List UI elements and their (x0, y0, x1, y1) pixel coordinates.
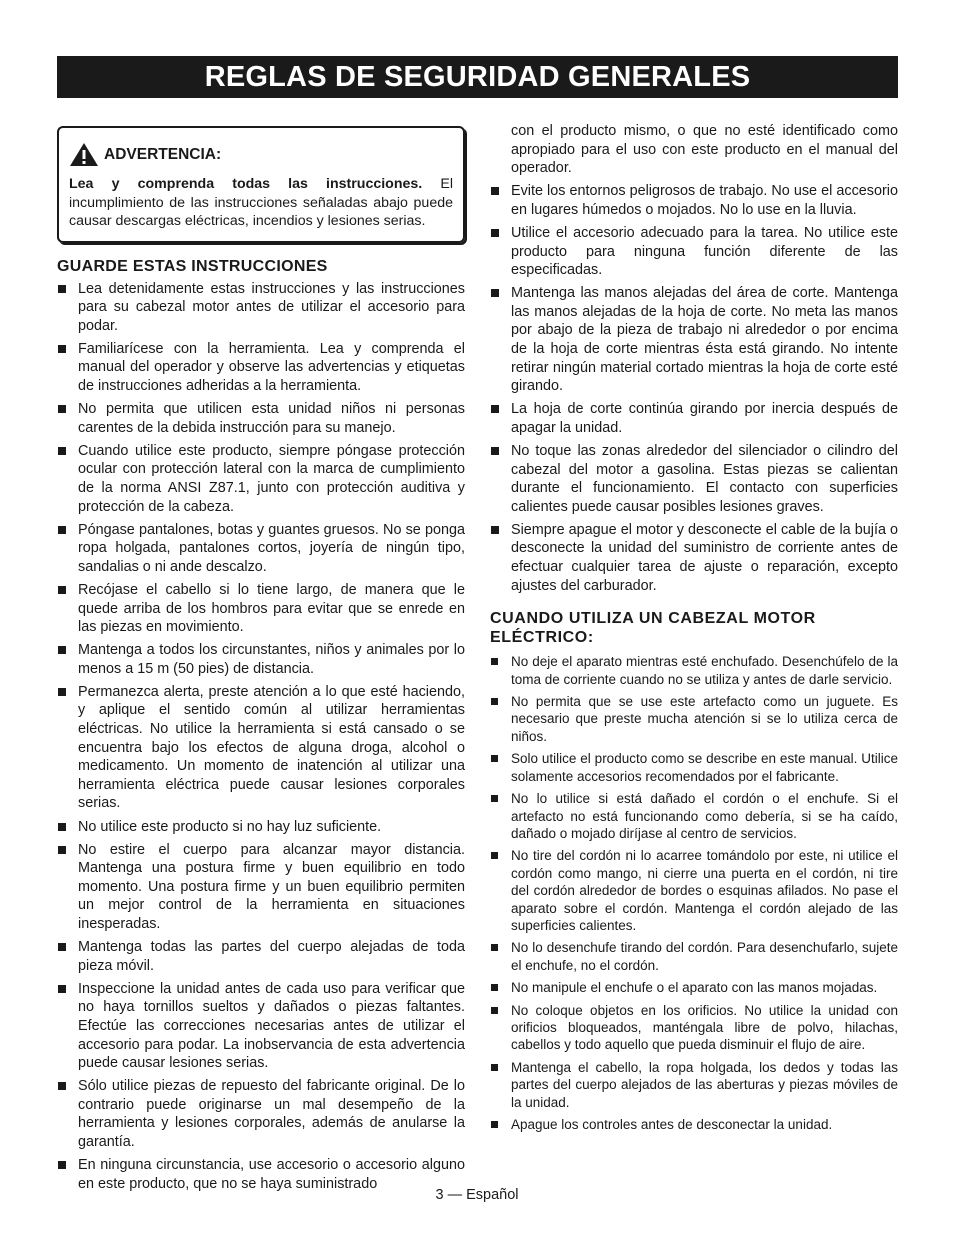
warning-triangle-icon (69, 142, 99, 167)
right-column (490, 122, 898, 1138)
list-item: No permita que utilicen esta unidad niños ni personas carentes de la debida instrucción para su manejo. (57, 400, 465, 437)
list-item: No permita que se use este artefacto como un juguete. Es necesario que preste mucha atención si se lo utiliza cerca de niños. (490, 693, 898, 745)
list-item: Solo utilice el producto como se describe en este manual. Utilice solamente accesorios recomendados por el fabricante. (490, 750, 898, 785)
list-item: Mantenga todas las partes del cuerpo alejadas de toda pieza móvil. (57, 938, 465, 975)
section1-list-continued (490, 182, 898, 595)
list-item: No tire del cordón ni lo acarree tomándolo por este, ni utilice el cordón como mango, ni cierre una puerta en el cordón, ni tire del cordón alrededor de bordes o esquinas afilados. No pase el aparato sobre el cordón. Mantenga el cordón alejado de las superficies calientes. (490, 847, 898, 934)
warning-box (57, 126, 465, 243)
list-item: No estire el cuerpo para alcanzar mayor distancia. Mantenga una postura firme y buen equilibrio en todo momento. Una postura firme y un buen equilibrio permiten un mejor control de la herramienta en situaciones inesperadas. (57, 841, 465, 934)
list-item: No coloque objetos en los orificios. No utilice la unidad con orificios bloqueados, manténgala libre de polvo, hilachas, cabellos y todo aquello que pueda disminuir el flujo de aire. (490, 1002, 898, 1054)
list-item: Inspeccione la unidad antes de cada uso para verificar que no haya tornillos sueltos y dañados o piezas faltantes. Efectúe las correcciones necesarias antes de utilizar el accesorio para podar. La inobservancia de esta advertencia puede causar lesiones serias. (57, 980, 465, 1073)
list-item: Mantenga a todos los circunstantes, niños y animales por lo menos a 15 m (50 pies) de distancia. (57, 641, 465, 678)
list-item: Lea detenidamente estas instrucciones y las instrucciones para su cabezal motor antes de utilizar el accesorio para podar. (57, 280, 465, 336)
list-item: Evite los entornos peligrosos de trabajo. No use el accesorio en lugares húmedos o mojados. No lo use en la lluvia. (490, 182, 898, 219)
section2-heading: CUANDO UTILIZA UN CABEZAL MOTOR ELÉCTRICO: (490, 610, 816, 647)
list-item: No deje el aparato mientras esté enchufado. Desenchúfelo de la toma de corriente cuando no se utiliza y antes de darle servicio. (490, 653, 898, 688)
warning-header (69, 142, 453, 167)
list-item: Familiarícese con la herramienta. Lea y comprenda el manual del operador y observe las advertencias y etiquetas de instrucciones adheridas a la herramienta. (57, 340, 465, 396)
list-item: Mantenga las manos alejadas del área de corte. Mantenga las manos alejadas de la hoja de corte. No meta las manos por abajo de la pieza de trabajo ni alrededor o por encima de la hoja de corte mientras ésta está girando. No intente retirar ningún material cortado mientras la hoja de corte esté girando. (490, 284, 898, 396)
title-bar (57, 56, 898, 98)
list-item: No utilice este producto si no hay luz suficiente. (57, 818, 465, 837)
section1-heading: GUARDE ESTAS INSTRUCCIONES (57, 257, 328, 275)
page-footer: 3 — Español (435, 1187, 519, 1203)
warning-bold-text: Lea y comprenda todas las instrucciones. (69, 176, 423, 192)
list-item: Permanezca alerta, preste atención a lo que esté haciendo, y aplique el sentido común al utilizar herramientas eléctricas. No utilice la herramienta si está cansado o se encuentra bajo los efectos de alguna droga, alcohol o medicamento. Un momento de inatención al utilizar una herramienta eléctrica puede causar lesiones corporales serias. (57, 683, 465, 813)
section2-list (490, 653, 898, 1133)
warning-heading: ADVERTENCIA: (104, 145, 222, 163)
list-item: No lo utilice si está dañado el cordón o el enchufe. Si el artefacto no está funcionando como debería, si se ha caído, dañado o mojado diríjase al centro de servicios. (490, 790, 898, 842)
list-item: La hoja de corte continúa girando por inercia después de apagar la unidad. (490, 400, 898, 437)
list-item: Recójase el cabello si lo tiene largo, de manera que le quede arriba de los hombros para evitar que se enrede en las piezas en movimiento. (57, 581, 465, 637)
left-column (57, 122, 465, 1198)
list-item: No lo desenchufe tirando del cordón. Para desenchufarlo, sujete el enchufe, no el cordón. (490, 939, 898, 974)
section1-list (57, 280, 465, 1194)
list-item: Cuando utilice este producto, siempre póngase protección ocular con protección lateral con la marca de cumplimiento de la norma ANSI Z87.1, junto con protección auditiva y protección de la cabeza. (57, 442, 465, 516)
list-item: No manipule el enchufe o el aparato con las manos mojadas. (490, 979, 898, 996)
list-item: Póngase pantalones, botas y guantes gruesos. No se ponga ropa holgada, pantalones cortos, joyería de ningún tipo, sandalias o ni ande descalzo. (57, 521, 465, 577)
list-item: Utilice el accesorio adecuado para la tarea. No utilice este producto para ninguna función diferente de las especificadas. (490, 224, 898, 280)
list-item: Sólo utilice piezas de repuesto del fabricante original. De lo contrario puede originarse un mal desempeño de la herramienta y lesiones corporales, además de anularse la garantía. (57, 1077, 465, 1151)
list-item: Siempre apague el motor y desconecte el cable de la bujía o desconecte la unidad del suministro de corriente antes de efectuar cualquier tarea de ajuste o reparación, excepto ajustes del carburador. (490, 521, 898, 595)
list-item: Mantenga el cabello, la ropa holgada, los dedos y todas las partes del cuerpo alejados de las aberturas y piezas móviles de la unidad. (490, 1059, 898, 1111)
warning-body-text: El incumplimiento de las instrucciones señaladas abajo puede causar descargas eléctricas, incendios y lesiones serias. (69, 176, 453, 229)
warning-text (69, 175, 453, 231)
page-title: REGLAS DE SEGURIDAD GENERALES (204, 60, 751, 93)
list-item: No toque las zonas alrededor del silenciador o cilindro del cabezal del motor a gasolina. Estas piezas se calientan durante el funcionamiento. El contacto con superficies calientes puede causar posibles lesiones graves. (490, 442, 898, 516)
list-item: Apague los controles antes de desconectar la unidad. (490, 1116, 898, 1133)
list-item-continuation: con el producto mismo, o que no esté identificado como apropiado para el uso con este producto en el manual del operador. (511, 123, 898, 177)
list-item: En ninguna circunstancia, use accesorio o accesorio alguno en este producto, que no se haya suministrado (57, 1156, 465, 1193)
